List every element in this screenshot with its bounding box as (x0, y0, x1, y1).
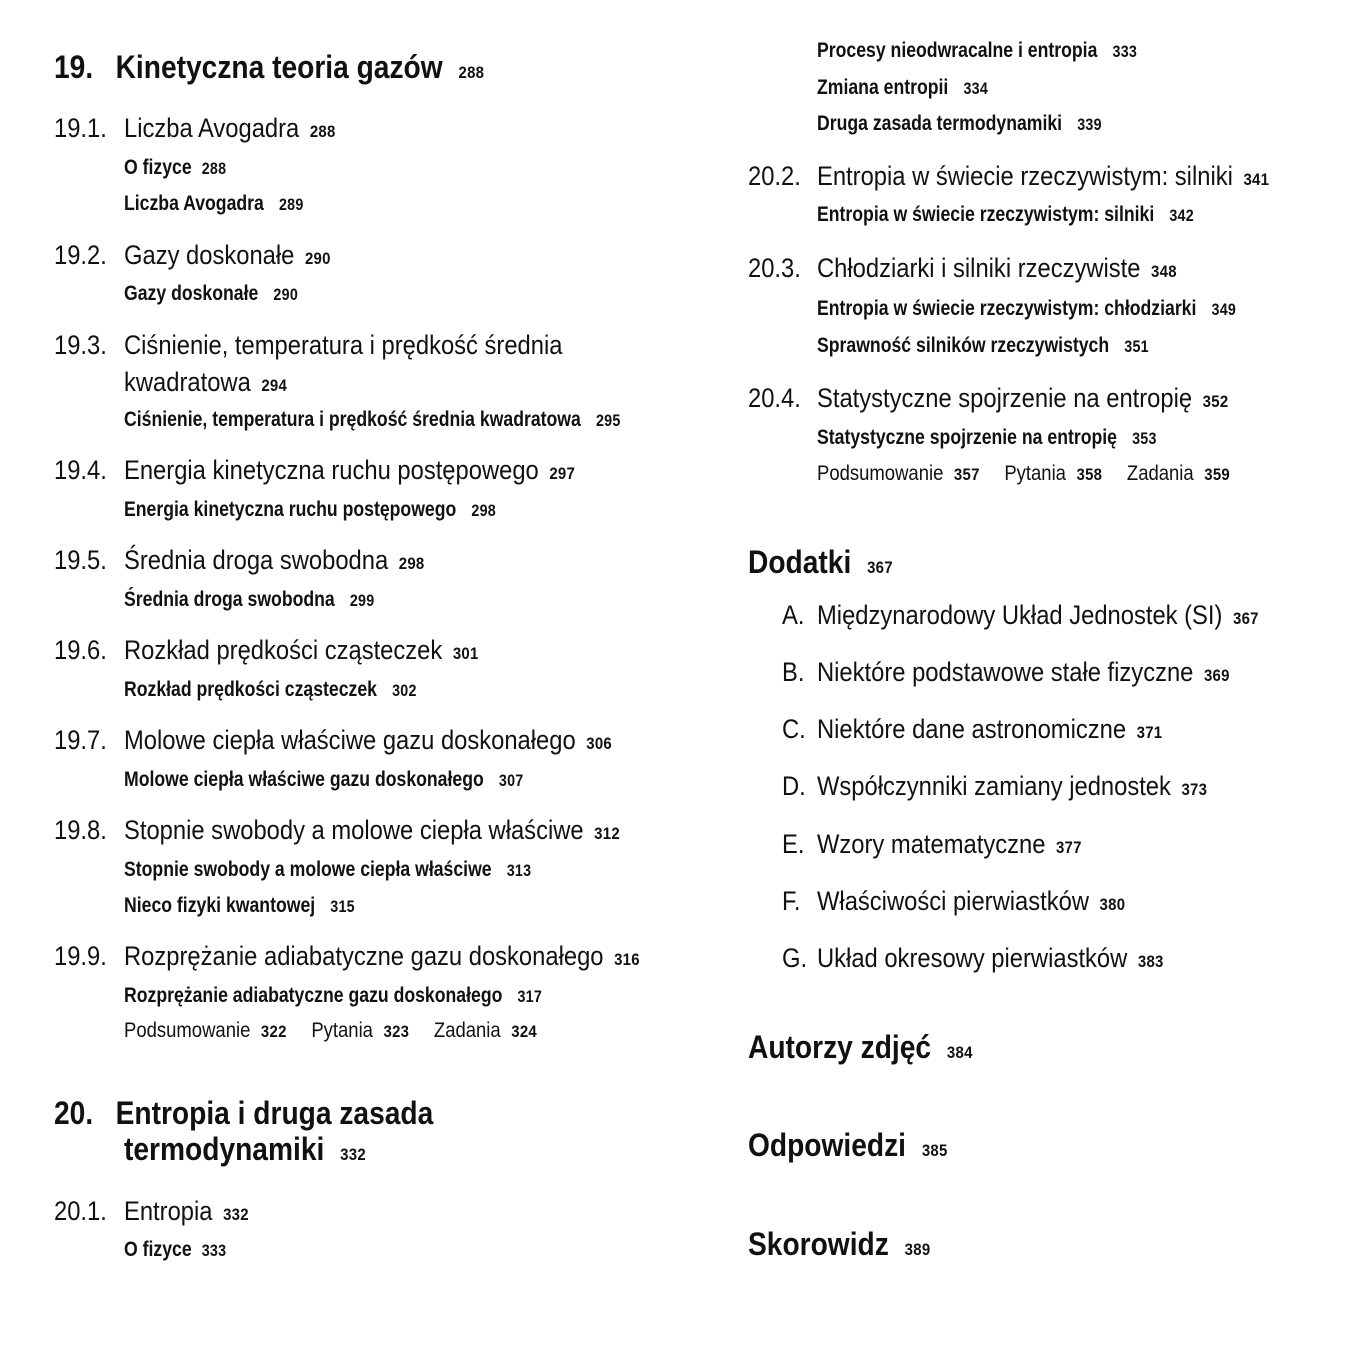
section-19-3-line2: kwadratowa 294 (124, 367, 288, 397)
subsection: Entropia w świecie rzeczywistym: silniki 342 (817, 203, 1194, 226)
page-number: 384 (946, 1043, 973, 1062)
chapter-20-heading (54, 1096, 433, 1130)
chapter-19-summary: Podsumowanie 322 Pytania 323 Zadania 324 (124, 1019, 538, 1042)
subsection: Molowe ciepła właściwe gazu doskonałego 307 (124, 768, 524, 791)
section-20-4: Statystyczne spojrzenie na entropię 352 (817, 383, 1229, 413)
section-19-4: Energia kinetyczna ruchu postępowego 297 (124, 455, 576, 485)
appendix-letter: E. (782, 829, 805, 859)
subsection: Energia kinetyczna ruchu postępowego 298 (124, 498, 496, 521)
subsection: Entropia w świecie rzeczywistym: chłodziarki 349 (817, 297, 1237, 320)
section-number: 19.2. (54, 240, 107, 270)
appendix-letter: A. (782, 600, 805, 630)
page-number: 385 (921, 1141, 948, 1160)
index-heading: Skorowidz 389 (748, 1226, 931, 1262)
subsection: Nieco fizyki kwantowej 315 (124, 894, 355, 917)
section-20-2: Entropia w świecie rzeczywistym: silniki 341 (817, 161, 1270, 191)
section-20-3: Chłodziarki i silniki rzeczywiste 348 (817, 253, 1177, 283)
chapter-number: 19. (54, 49, 94, 85)
page-number: 288 (309, 122, 336, 141)
chapter-title: Entropia i druga zasada (115, 1095, 434, 1131)
section-19-9: Rozprężanie adiabatyczne gazu doskonałego 316 (124, 941, 640, 971)
appendix-item: Właściwości pierwiastków 380 (817, 886, 1126, 916)
appendix-letter: B. (782, 657, 805, 687)
subsection: Rozprężanie adiabatyczne gazu doskonałego 317 (124, 984, 543, 1007)
appendix-item: Współczynniki zamiany jednostek 373 (817, 771, 1208, 801)
section-19-7: Molowe ciepła właściwe gazu doskonałego 306 (124, 725, 613, 755)
chapter-title: Kinetyczna teoria gazów (115, 49, 443, 85)
section-number: 20.2. (748, 161, 801, 191)
section-number: 19.8. (54, 815, 107, 845)
subsection: Stopnie swobody a molowe ciepła właściwe 313 (124, 858, 532, 881)
section-number: 20.3. (748, 253, 801, 283)
section-number: 19.4. (54, 455, 107, 485)
appendix-item: Wzory matematyczne 377 (817, 829, 1082, 859)
appendix-letter: D. (782, 771, 806, 801)
section-number: 19.3. (54, 330, 107, 360)
appendix-item: Niektóre podstawowe stałe fizyczne 369 (817, 657, 1230, 687)
chapter-number: 20. (54, 1095, 94, 1131)
subsection: Statystyczne spojrzenie na entropię 353 (817, 426, 1157, 449)
subsection: Liczba Avogadra 289 (124, 192, 304, 215)
section-number: 19.6. (54, 635, 107, 665)
subsection: Średnia droga swobodna 299 (124, 588, 375, 611)
section-number: 19.1. (54, 113, 107, 143)
subsection: O fizyce 333 (124, 1238, 227, 1261)
section-number: 20.1. (54, 1196, 107, 1226)
subsection: Sprawność silników rzeczywistych 351 (817, 334, 1149, 357)
appendix-letter: C. (782, 714, 806, 744)
subsection: O fizyce 288 (124, 156, 227, 179)
appendix-item: Niektóre dane astronomiczne 371 (817, 714, 1163, 744)
section-number: 19.7. (54, 725, 107, 755)
appendix-item: Międzynarodowy Układ Jednostek (SI) 367 (817, 600, 1259, 630)
appendix-letter: F. (782, 886, 801, 916)
section-19-6: Rozkład prędkości cząsteczek 301 (124, 635, 479, 665)
subsection: Ciśnienie, temperatura i prędkość średnia kwadratowa 295 (124, 408, 621, 431)
section-19-3: Ciśnienie, temperatura i prędkość średnia (124, 330, 563, 360)
subsection: Zmiana entropii 334 (817, 76, 989, 99)
page-number: 332 (340, 1145, 366, 1164)
page-number: 367 (867, 558, 893, 577)
page-number: 288 (458, 63, 485, 82)
section-19-5: Średnia droga swobodna 298 (124, 545, 425, 575)
chapter-20-heading-line2: termodynamiki 332 (124, 1131, 366, 1167)
section-number: 19.9. (54, 941, 107, 971)
appendix-letter: G. (782, 943, 808, 973)
photo-credits-heading: Autorzy zdjęć 384 (748, 1029, 973, 1065)
chapter-20-summary: Podsumowanie 357 Pytania 358 Zadania 359 (817, 462, 1231, 485)
appendix-heading: Dodatki 367 (748, 544, 893, 580)
subsection: Procesy nieodwracalne i entropia 333 (817, 39, 1138, 62)
section-19-8: Stopnie swobody a molowe ciepła właściwe 312 (124, 815, 620, 845)
section-19-2: Gazy doskonałe 290 (124, 240, 331, 270)
section-title: Liczba Avogadra (124, 113, 300, 143)
section-20-1: Entropia 332 (124, 1196, 249, 1226)
section-19-1 (124, 113, 336, 147)
subsection: Rozkład prędkości cząsteczek 302 (124, 678, 417, 701)
page-number: 389 (904, 1240, 931, 1259)
subsection: Gazy doskonałe 290 (124, 282, 299, 305)
subsection: Druga zasada termodynamiki 339 (817, 112, 1102, 135)
appendix-item: Układ okresowy pierwiastków 383 (817, 943, 1164, 973)
chapter-19-heading (54, 50, 484, 90)
section-number: 20.4. (748, 383, 801, 413)
section-number: 19.5. (54, 545, 107, 575)
answers-heading: Odpowiedzi 385 (748, 1127, 948, 1163)
